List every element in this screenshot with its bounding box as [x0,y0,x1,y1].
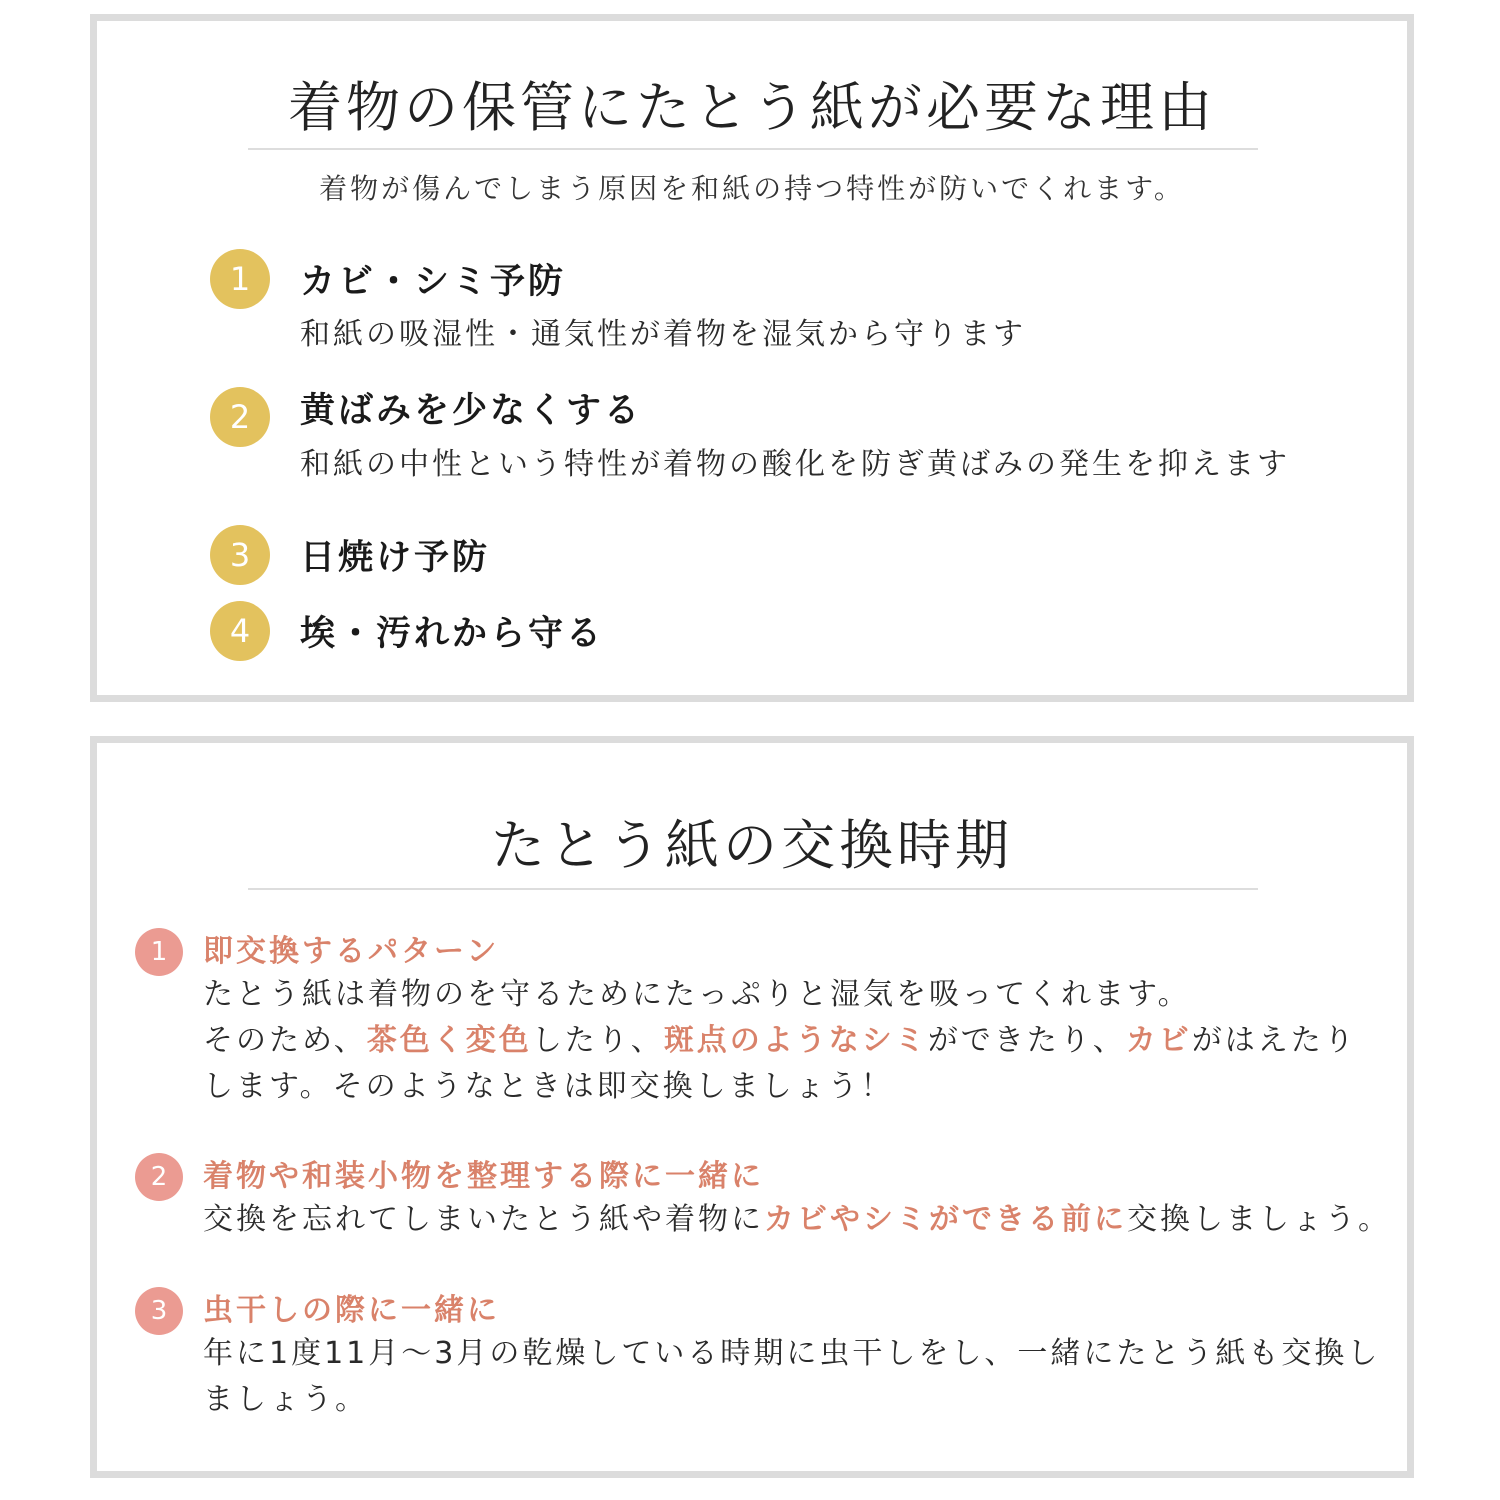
number-badge: 3 [210,525,270,585]
body-text: ましょう。 [203,1382,368,1417]
body-line [203,1018,1393,1064]
body-text: します。そのようなときは即交換しましょう！ [203,1069,894,1104]
number-badge: 1 [135,928,183,976]
body-text: 交換しましょう。 [1127,1202,1391,1237]
timing-item-body [203,972,1393,1110]
reasons-title: 着物の保管にたとう紙が必要な理由 [288,76,1216,139]
timing-item-title: 虫干しの際に一緒に [203,1293,500,1328]
timing-item-body [203,1197,1393,1243]
timing-item-body [203,1331,1393,1423]
reasons-subtitle: 着物が傷んでしまう原因を和紙の持つ特性が防いでくれます。 [319,172,1185,205]
number-badge: 1 [210,249,270,309]
title-divider [248,148,1258,150]
reason-description: 和紙の中性という特性が着物の酸化を防ぎ黄ばみの発生を抑えます [300,447,1290,482]
body-text: したり、 [531,1023,664,1058]
highlight-text: 茶色く変色 [366,1023,532,1058]
reason-title: 日焼け予防 [300,538,491,578]
body-line [203,1331,1393,1377]
number-badge: 2 [135,1153,183,1201]
body-line [203,972,1393,1018]
body-text: 年に1度11月～3月の乾燥している時期に虫干しをし、一緒にたとう紙も交換し [203,1336,1381,1371]
timing-item-title: 着物や和装小物を整理する際に一緒に [203,1159,764,1194]
body-text: がはえたり [1191,1023,1357,1058]
number-badge: 3 [135,1287,183,1335]
timing-item-title: 即交換するパターン [203,934,500,969]
highlight-text: 斑点のようなシミ [663,1023,928,1058]
reason-title: 埃・汚れから守る [300,614,605,654]
body-text: 交換を忘れてしまいたとう紙や着物に [203,1202,764,1237]
body-line [203,1377,1393,1423]
number-badge: 4 [210,601,270,661]
highlight-text: カビ [1125,1023,1192,1058]
body-text: たとう紙は着物のを守るためにたっぷりと湿気を吸ってくれます。 [203,977,1191,1012]
reasons-panel [90,14,1414,702]
reason-title: カビ・シミ予防 [300,262,567,302]
title-divider [248,888,1258,890]
reason-title: 黄ばみを少なくする [300,391,643,431]
body-line [203,1064,1393,1110]
timing-panel [90,736,1414,1478]
timing-title: たとう紙の交換時期 [491,814,1013,877]
body-text: ができたり、 [927,1023,1126,1058]
highlight-text: カビやシミができる前に [764,1202,1127,1237]
number-badge: 2 [210,387,270,447]
body-line [203,1197,1393,1243]
reason-description: 和紙の吸湿性・通気性が着物を湿気から守ります [300,317,1026,352]
body-text: そのため、 [203,1023,367,1058]
